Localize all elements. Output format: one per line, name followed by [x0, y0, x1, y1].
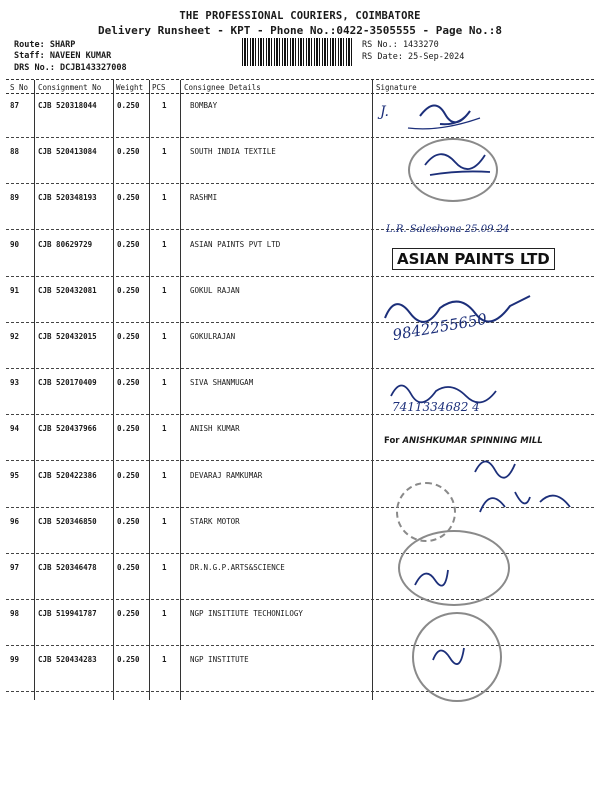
- signature-96: [470, 482, 580, 522]
- row-pcs: 1: [162, 147, 167, 157]
- col-header-pcs: PCS: [152, 83, 166, 92]
- rs-number: RS No.: 1433270: [362, 40, 439, 50]
- row-weight: 0.250: [117, 563, 140, 572]
- route-label: Route: SHARP: [14, 40, 76, 50]
- for-name: ANISHKUMAR SPINNING MILL: [402, 436, 543, 446]
- row-consignee: GOKUL RAJAN: [190, 285, 240, 295]
- row-pcs: 1: [162, 285, 167, 295]
- row-pcs: 1: [162, 332, 167, 341]
- table-row: [0, 517, 600, 563]
- signature-93-phone: 7411334682 4: [392, 400, 480, 414]
- row-weight: 0.250: [117, 378, 140, 388]
- row-consignee: DEVARAJ RAMKUMAR: [190, 470, 263, 480]
- row-sno: 90: [10, 239, 20, 249]
- row-sno: 95: [10, 470, 20, 480]
- row-weight: 0.250: [117, 285, 140, 295]
- for-prefix: For: [384, 436, 400, 446]
- row-pcs: 1: [162, 516, 167, 526]
- row-sno: 89: [10, 193, 20, 203]
- row-consignment-no: CJB 520413084: [38, 147, 97, 157]
- row-separator: [6, 599, 594, 600]
- row-sno: 87: [10, 101, 20, 110]
- col-header-sno: S No: [10, 83, 29, 92]
- col-header-signature: Signature: [376, 83, 417, 92]
- row-consignment-no: CJB 520346478: [38, 563, 97, 572]
- row-consignment-no: CJB 520346850: [38, 516, 97, 526]
- asian-paints-stamp: ASIAN PAINTS LTD: [392, 248, 555, 270]
- row-consignee: ASIAN PAINTS PVT LTD: [190, 239, 281, 249]
- staff-label: Staff: NAVEEN KUMAR: [14, 51, 112, 61]
- row-consignment-no: CJB 80629729: [38, 239, 93, 249]
- signature-97: [410, 560, 450, 590]
- header-top-rule: [6, 79, 594, 80]
- table-row: [0, 609, 600, 655]
- row-separator: [6, 691, 594, 692]
- row-sno: 88: [10, 147, 20, 157]
- row-sno: 91: [10, 285, 20, 295]
- row-pcs: 1: [162, 609, 167, 619]
- runsheet-subtitle: Delivery Runsheet - KPT - Phone No.:0422-3505555 - Page No.:8: [98, 24, 502, 37]
- row-consignment-no: CJB 520434283: [38, 655, 97, 665]
- row-consignment-no: CJB 520318044: [38, 101, 97, 110]
- col-header-weight: Weight: [116, 83, 144, 92]
- row-sno: 92: [10, 332, 20, 341]
- row-consignment-no: CJB 520432081: [38, 285, 97, 295]
- row-pcs: 1: [162, 424, 167, 434]
- signature-87-scrawl: [400, 96, 490, 136]
- row-consignee: RASHMI: [190, 193, 218, 203]
- row-separator: [6, 414, 594, 415]
- row-consignment-no: CJB 520170409: [38, 378, 97, 388]
- row-weight: 0.250: [117, 470, 140, 480]
- row-pcs: 1: [162, 193, 167, 203]
- col-header-consignment: Consignment No: [38, 83, 102, 92]
- row-weight: 0.250: [117, 193, 140, 203]
- row-consignee: BOMBAY: [190, 101, 218, 110]
- row-weight: 0.250: [117, 239, 140, 249]
- signature-90-name: L.R. Saleshona 25.09.24: [386, 224, 510, 235]
- row-consignee: DR.N.G.P.ARTS&SCIENCE: [190, 563, 285, 572]
- row-consignee: STARK MOTOR: [190, 516, 240, 526]
- table-row: [0, 332, 600, 378]
- row-weight: 0.250: [117, 609, 140, 619]
- row-sno: 93: [10, 378, 20, 388]
- row-pcs: 1: [162, 563, 167, 572]
- table-row: [0, 101, 600, 147]
- signature-91-phone: 9842255650: [391, 309, 489, 345]
- row-consignment-no: CJB 520432015: [38, 332, 97, 341]
- row-sno: 94: [10, 424, 20, 434]
- row-consignment-no: CJB 519941787: [38, 609, 97, 619]
- anishkumar-stamp-text: [384, 436, 543, 446]
- row-consignment-no: CJB 520348193: [38, 193, 97, 203]
- row-sno: 98: [10, 609, 20, 619]
- table-row: [0, 378, 600, 424]
- row-pcs: 1: [162, 101, 167, 110]
- row-weight: 0.250: [117, 332, 140, 341]
- row-consignment-no: CJB 520437966: [38, 424, 97, 434]
- signature-99: [428, 640, 468, 670]
- row-consignee: ANISH KUMAR: [190, 424, 240, 434]
- row-weight: 0.250: [117, 516, 140, 526]
- row-consignee: GOKULRAJAN: [190, 332, 236, 341]
- col-header-consignee: Consignee Details: [184, 83, 261, 92]
- row-pcs: 1: [162, 655, 167, 665]
- row-separator: [6, 368, 594, 369]
- row-separator: [6, 645, 594, 646]
- row-weight: 0.250: [117, 655, 140, 665]
- row-pcs: 1: [162, 378, 167, 388]
- row-consignment-no: CJB 520422386: [38, 470, 97, 480]
- row-consignee: SOUTH INDIA TEXTILE: [190, 147, 276, 157]
- row-pcs: 1: [162, 470, 167, 480]
- row-sno: 97: [10, 563, 20, 572]
- table-row: [0, 193, 600, 239]
- rs-date: RS Date: 25-Sep-2024: [362, 52, 465, 62]
- barcode: [242, 38, 352, 66]
- row-weight: 0.250: [117, 424, 140, 434]
- row-sno: 99: [10, 655, 20, 665]
- row-separator: [6, 183, 594, 184]
- row-sno: 96: [10, 516, 20, 526]
- header-bottom-rule: [6, 93, 594, 94]
- row-pcs: 1: [162, 239, 167, 249]
- company-title: THE PROFESSIONAL COURIERS, COIMBATORE: [179, 10, 421, 22]
- row-weight: 0.250: [117, 147, 140, 157]
- table-row: [0, 147, 600, 193]
- row-consignee: NGP INSTITUTE: [190, 655, 249, 665]
- row-consignee: NGP INSITIUTE TECHONILOGY: [190, 609, 303, 619]
- row-consignee: SIVA SHANMUGAM: [190, 378, 254, 388]
- table-row: [0, 655, 600, 701]
- row-separator: [6, 276, 594, 277]
- signature-88: [420, 140, 500, 185]
- signature-87: J.: [380, 104, 389, 120]
- row-separator: [6, 137, 594, 138]
- signature-94: [470, 452, 520, 482]
- row-weight: 0.250: [117, 101, 140, 110]
- drs-number: DRS No.: DCJB143327008: [14, 63, 127, 73]
- table-row: [0, 563, 600, 609]
